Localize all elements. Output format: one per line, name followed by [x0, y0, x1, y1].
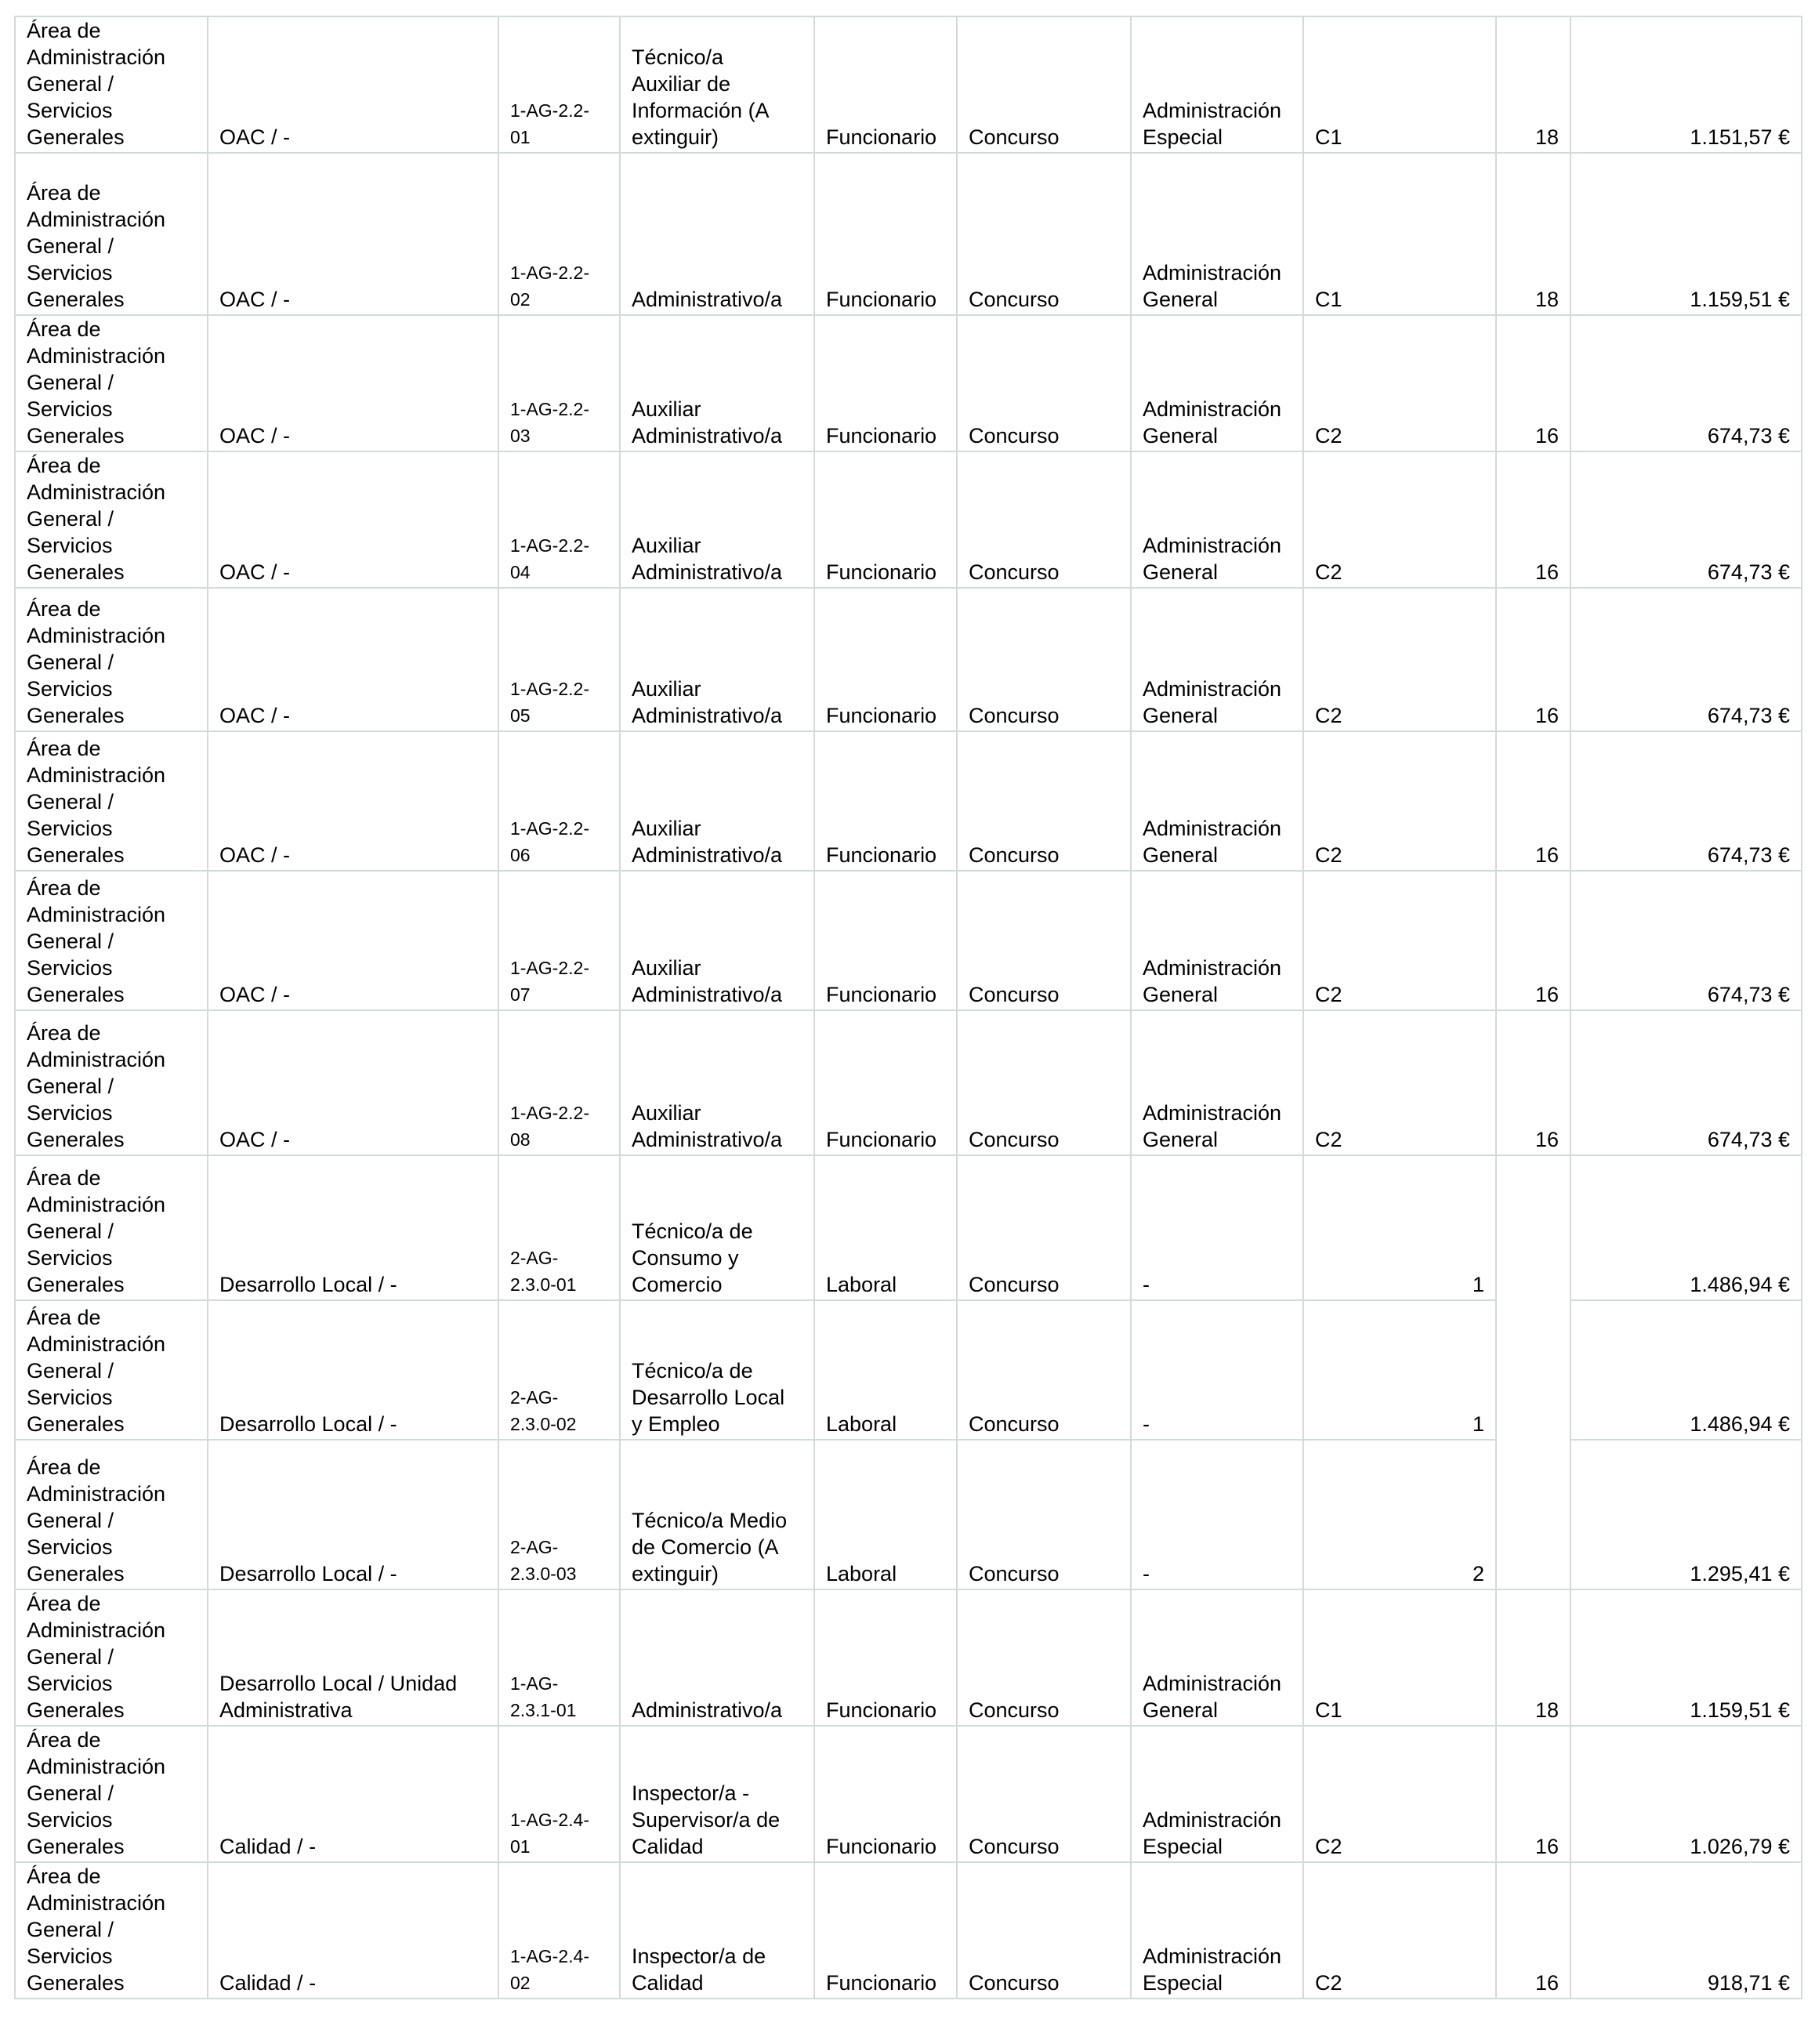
cell-amount-text: 674,73 €: [1707, 983, 1790, 1006]
cell-unit-text: Calidad / -: [219, 1835, 317, 1858]
cell-area-text: Área de Administración General / Servicios Generales: [27, 19, 166, 149]
cell-provision-text: Concurso: [969, 288, 1060, 311]
cell-area-text: Área de Administración General / Servicios Generales: [27, 317, 166, 448]
cell-area-text: Área de Administración General / Servicios Generales: [27, 737, 166, 867]
cell-code-text: 2-AG- 2.3.0-03: [510, 1537, 577, 1584]
cell-code: [498, 1862, 620, 1999]
cell-provision-text: Concurso: [969, 1698, 1060, 1722]
cell-regime-text: Funcionario: [826, 1128, 937, 1151]
cell-provision-text: Concurso: [969, 125, 1060, 149]
cell-provision-text: Concurso: [969, 704, 1060, 727]
cell-position-text: Auxiliar Administrativo/a: [632, 534, 783, 584]
cell-unit: [208, 1440, 498, 1589]
cell-amount: [1570, 871, 1802, 1010]
cell-area-text: Área de Administración General / Servicios Generales: [27, 1455, 166, 1586]
cell-unit: [208, 871, 498, 1010]
cell-scale-text: Administración General: [1143, 261, 1282, 311]
cell-group: [1303, 315, 1496, 451]
cell-level: [1496, 1726, 1570, 1862]
table-body: [15, 16, 1802, 1999]
cell-group-text: 2: [1472, 1562, 1484, 1586]
cell-scale: [1131, 1862, 1303, 1999]
cell-group-text: 1: [1472, 1412, 1484, 1436]
cell-code-text: 1-AG- 2.3.1-01: [510, 1673, 577, 1720]
cell-provision-text: Concurso: [969, 983, 1060, 1006]
cell-level-text: 16: [1534, 704, 1559, 727]
table-row: [15, 1300, 1802, 1440]
cell-scale: [1131, 1589, 1303, 1726]
cell-provision: [957, 153, 1131, 315]
cell-area: [15, 1300, 208, 1440]
cell-level: [1496, 451, 1570, 588]
cell-scale-text: Administración General: [1143, 817, 1282, 867]
cell-unit: [208, 588, 498, 731]
table-row: [15, 1862, 1802, 1999]
cell-regime: [814, 153, 957, 315]
cell-area-text: Área de Administración General / Servicios Generales: [27, 1592, 166, 1722]
cell-position-text: Inspector/a de Calidad: [632, 1944, 766, 1995]
cell-area: [15, 1010, 208, 1155]
cell-provision: [957, 1010, 1131, 1155]
cell-provision: [957, 451, 1131, 588]
cell-code-text: 1-AG-2.2- 03: [510, 399, 589, 446]
cell-unit: [208, 451, 498, 588]
cell-group-text: C2: [1315, 560, 1342, 584]
cell-unit-text: OAC / -: [219, 983, 291, 1006]
cell-level: [1496, 315, 1570, 451]
cell-code-text: 1-AG-2.2- 05: [510, 679, 589, 726]
cell-group-text: C1: [1315, 1698, 1342, 1722]
table-row: [15, 588, 1802, 731]
cell-scale-text: Administración General: [1143, 534, 1282, 584]
cell-amount: [1570, 1300, 1802, 1440]
cell-regime: [814, 1862, 957, 1999]
positions-table: [14, 16, 1802, 1999]
cell-position: [620, 1589, 814, 1726]
cell-amount-text: 1.159,51 €: [1690, 288, 1790, 311]
table-row: [15, 1010, 1802, 1155]
cell-code: [498, 153, 620, 315]
cell-position: [620, 451, 814, 588]
cell-position-text: Técnico/a de Desarrollo Local y Empleo: [632, 1359, 785, 1436]
cell-unit-text: Desarrollo Local / -: [219, 1562, 397, 1586]
cell-position-text: Técnico/a Auxiliar de Información (A extinguir): [632, 45, 770, 149]
cell-code-text: 1-AG-2.2- 07: [510, 958, 589, 1005]
cell-code: [498, 451, 620, 588]
table-row: [15, 871, 1802, 1010]
cell-position-text: Inspector/a - Supervisor/a de Calidad: [632, 1781, 781, 1858]
table-row: [15, 1155, 1802, 1300]
cell-amount: [1570, 1440, 1802, 1589]
cell-unit: [208, 1300, 498, 1440]
cell-group-text: C1: [1315, 125, 1342, 149]
cell-amount: [1570, 1726, 1802, 1862]
cell-unit-text: OAC / -: [219, 125, 291, 149]
cell-regime-text: Funcionario: [826, 1835, 937, 1858]
cell-code: [498, 731, 620, 871]
cell-scale: [1131, 16, 1303, 153]
cell-level-text: 16: [1534, 843, 1559, 867]
cell-area-text: Área de Administración General / Servicios Generales: [27, 1021, 166, 1151]
cell-unit: [208, 1010, 498, 1155]
cell-provision-text: Concurso: [969, 1971, 1060, 1995]
cell-group-text: C2: [1315, 1835, 1342, 1858]
cell-amount-text: 1.486,94 €: [1690, 1412, 1790, 1436]
cell-area: [15, 871, 208, 1010]
cell-area: [15, 1440, 208, 1589]
table-row: [15, 1726, 1802, 1862]
cell-scale-text: Administración General: [1143, 677, 1282, 727]
cell-amount: [1570, 451, 1802, 588]
cell-group-text: C2: [1315, 424, 1342, 448]
cell-regime-text: Funcionario: [826, 288, 937, 311]
cell-area-text: Área de Administración General / Servicios Generales: [27, 454, 166, 584]
cell-code: [498, 315, 620, 451]
cell-level: [1496, 1155, 1570, 1300]
cell-provision-text: Concurso: [969, 1412, 1060, 1436]
cell-provision: [957, 1726, 1131, 1862]
table-row: [15, 153, 1802, 315]
cell-provision: [957, 871, 1131, 1010]
cell-area: [15, 588, 208, 731]
cell-level: [1496, 1862, 1570, 1999]
cell-position: [620, 871, 814, 1010]
cell-amount: [1570, 315, 1802, 451]
cell-amount-text: 674,73 €: [1707, 1128, 1790, 1151]
cell-group: [1303, 153, 1496, 315]
cell-position-text: Auxiliar Administrativo/a: [632, 397, 783, 448]
cell-regime: [814, 1589, 957, 1726]
cell-regime: [814, 315, 957, 451]
cell-amount-text: 1.151,57 €: [1690, 125, 1790, 149]
cell-unit: [208, 1726, 498, 1862]
cell-regime-text: Funcionario: [826, 560, 937, 584]
cell-position-text: Auxiliar Administrativo/a: [632, 1101, 783, 1151]
cell-unit-text: Desarrollo Local / -: [219, 1412, 397, 1436]
cell-amount-text: 1.159,51 €: [1690, 1698, 1790, 1722]
table-row: [15, 451, 1802, 588]
cell-level: [1496, 153, 1570, 315]
cell-provision-text: Concurso: [969, 843, 1060, 867]
cell-scale: [1131, 731, 1303, 871]
cell-amount: [1570, 1589, 1802, 1726]
cell-scale-text: Administración Especial: [1143, 99, 1282, 149]
cell-scale-text: Administración General: [1143, 1672, 1282, 1722]
cell-regime: [814, 451, 957, 588]
cell-group: [1303, 1010, 1496, 1155]
cell-area-text: Área de Administración General / Servicios Generales: [27, 181, 166, 311]
cell-code: [498, 1726, 620, 1862]
table-row: [15, 731, 1802, 871]
cell-position-text: Administrativo/a: [632, 288, 783, 311]
cell-group-text: C2: [1315, 843, 1342, 867]
cell-level-text: 16: [1534, 424, 1559, 448]
cell-code-text: 1-AG-2.4- 02: [510, 1946, 589, 1993]
cell-scale-text: Administración Especial: [1143, 1808, 1282, 1858]
cell-group: [1303, 871, 1496, 1010]
table-row: [15, 16, 1802, 153]
cell-group-text: C2: [1315, 1128, 1342, 1151]
cell-position-text: Auxiliar Administrativo/a: [632, 677, 783, 727]
cell-level: [1496, 1300, 1570, 1440]
cell-regime: [814, 588, 957, 731]
cell-scale: [1131, 315, 1303, 451]
cell-amount-text: 918,71 €: [1707, 1971, 1790, 1995]
cell-scale-text: Administración General: [1143, 1101, 1282, 1151]
cell-scale-text: Administración Especial: [1143, 1944, 1282, 1995]
cell-level-text: 16: [1534, 1835, 1559, 1858]
cell-group: [1303, 1726, 1496, 1862]
cell-group-text: C2: [1315, 983, 1342, 1006]
cell-level-text: 18: [1534, 125, 1559, 149]
cell-level: [1496, 1440, 1570, 1589]
cell-area: [15, 1589, 208, 1726]
cell-regime-text: Funcionario: [826, 125, 937, 149]
cell-level-text: 16: [1534, 1128, 1559, 1151]
cell-position: [620, 1862, 814, 1999]
cell-provision-text: Concurso: [969, 1273, 1060, 1296]
cell-regime-text: Laboral: [826, 1562, 897, 1586]
cell-amount-text: 674,73 €: [1707, 843, 1790, 867]
cell-group: [1303, 451, 1496, 588]
cell-amount: [1570, 731, 1802, 871]
cell-unit-text: Calidad / -: [219, 1971, 317, 1995]
cell-provision-text: Concurso: [969, 1128, 1060, 1151]
cell-scale-text: Administración General: [1143, 397, 1282, 448]
cell-provision: [957, 16, 1131, 153]
cell-amount: [1570, 153, 1802, 315]
cell-unit: [208, 731, 498, 871]
cell-level: [1496, 1010, 1570, 1155]
cell-position: [620, 16, 814, 153]
cell-regime-text: Laboral: [826, 1412, 897, 1436]
cell-unit-text: Desarrollo Local / Unidad Administrativa: [219, 1672, 458, 1722]
cell-group: [1303, 1440, 1496, 1589]
cell-unit-text: OAC / -: [219, 424, 291, 448]
cell-scale-text: -: [1143, 1562, 1150, 1586]
cell-unit: [208, 153, 498, 315]
cell-provision: [957, 1300, 1131, 1440]
cell-position-text: Auxiliar Administrativo/a: [632, 956, 783, 1006]
cell-amount-text: 1.295,41 €: [1690, 1562, 1790, 1586]
cell-regime-text: Funcionario: [826, 843, 937, 867]
cell-group-text: C1: [1315, 288, 1342, 311]
cell-scale-text: Administración General: [1143, 956, 1282, 1006]
cell-amount: [1570, 588, 1802, 731]
cell-position: [620, 588, 814, 731]
cell-code-text: 1-AG-2.2- 01: [510, 100, 589, 147]
cell-code-text: 1-AG-2.2- 06: [510, 818, 589, 865]
cell-amount-text: 1.486,94 €: [1690, 1273, 1790, 1296]
cell-unit-text: OAC / -: [219, 843, 291, 867]
cell-position: [620, 1440, 814, 1589]
cell-position: [620, 731, 814, 871]
cell-regime-text: Funcionario: [826, 1971, 937, 1995]
cell-position-text: Administrativo/a: [632, 1698, 783, 1722]
cell-area-text: Área de Administración General / Servicios Generales: [27, 1865, 166, 1995]
cell-unit-text: OAC / -: [219, 704, 291, 727]
cell-level: [1496, 1589, 1570, 1726]
table-row: [15, 1440, 1802, 1589]
cell-area: [15, 315, 208, 451]
cell-area: [15, 1862, 208, 1999]
cell-level-text: 16: [1534, 983, 1559, 1006]
cell-scale: [1131, 588, 1303, 731]
cell-regime: [814, 16, 957, 153]
cell-scale: [1131, 1010, 1303, 1155]
cell-level: [1496, 871, 1570, 1010]
cell-amount: [1570, 16, 1802, 153]
cell-provision: [957, 1589, 1131, 1726]
cell-regime-text: Funcionario: [826, 1698, 937, 1722]
cell-amount-text: 1.026,79 €: [1690, 1835, 1790, 1858]
cell-code-text: 2-AG- 2.3.0-02: [510, 1387, 577, 1434]
cell-amount-text: 674,73 €: [1707, 560, 1790, 584]
cell-position: [620, 1155, 814, 1300]
cell-group: [1303, 731, 1496, 871]
cell-area-text: Área de Administración General / Servicios Generales: [27, 1166, 166, 1296]
cell-provision: [957, 1155, 1131, 1300]
cell-group: [1303, 1589, 1496, 1726]
cell-area: [15, 731, 208, 871]
cell-position-text: Técnico/a de Consumo y Comercio: [632, 1220, 753, 1296]
cell-regime-text: Funcionario: [826, 424, 937, 448]
cell-unit-text: OAC / -: [219, 288, 291, 311]
cell-level: [1496, 588, 1570, 731]
cell-scale: [1131, 451, 1303, 588]
cell-regime-text: Laboral: [826, 1273, 897, 1296]
cell-regime: [814, 1300, 957, 1440]
cell-unit: [208, 16, 498, 153]
cell-level: [1496, 16, 1570, 153]
cell-unit-text: OAC / -: [219, 560, 291, 584]
table-row: [15, 315, 1802, 451]
cell-level: [1496, 731, 1570, 871]
cell-code: [498, 1155, 620, 1300]
cell-regime: [814, 1155, 957, 1300]
cell-amount: [1570, 1155, 1802, 1300]
cell-position: [620, 153, 814, 315]
cell-group: [1303, 1862, 1496, 1999]
cell-code-text: 2-AG- 2.3.0-01: [510, 1248, 577, 1295]
cell-code: [498, 871, 620, 1010]
cell-code: [498, 1440, 620, 1589]
cell-area-text: Área de Administración General / Servicios Generales: [27, 1306, 166, 1436]
cell-code: [498, 588, 620, 731]
cell-regime: [814, 1726, 957, 1862]
cell-provision: [957, 588, 1131, 731]
cell-code-text: 1-AG-2.4- 01: [510, 1810, 589, 1857]
cell-code: [498, 1589, 620, 1726]
cell-regime-text: Funcionario: [826, 983, 937, 1006]
cell-area-text: Área de Administración General / Servicios Generales: [27, 597, 166, 727]
cell-regime: [814, 731, 957, 871]
cell-scale: [1131, 1155, 1303, 1300]
cell-unit-text: Desarrollo Local / -: [219, 1273, 397, 1296]
cell-unit-text: OAC / -: [219, 1128, 291, 1151]
cell-area: [15, 1155, 208, 1300]
cell-scale: [1131, 1726, 1303, 1862]
cell-code: [498, 1010, 620, 1155]
cell-group-text: 1: [1472, 1273, 1484, 1296]
cell-group: [1303, 1300, 1496, 1440]
cell-amount: [1570, 1862, 1802, 1999]
cell-group: [1303, 1155, 1496, 1300]
cell-code: [498, 16, 620, 153]
cell-code-text: 1-AG-2.2- 02: [510, 263, 589, 310]
cell-regime: [814, 1010, 957, 1155]
cell-scale: [1131, 871, 1303, 1010]
cell-scale: [1131, 153, 1303, 315]
cell-regime: [814, 871, 957, 1010]
cell-area-text: Área de Administración General / Servicios Generales: [27, 876, 166, 1006]
cell-area: [15, 1726, 208, 1862]
cell-position: [620, 1300, 814, 1440]
cell-level-text: 16: [1534, 560, 1559, 584]
cell-group-text: C2: [1315, 1971, 1342, 1995]
cell-scale-text: -: [1143, 1412, 1150, 1436]
cell-position: [620, 1010, 814, 1155]
cell-area: [15, 16, 208, 153]
cell-amount-text: 674,73 €: [1707, 424, 1790, 448]
cell-unit: [208, 1589, 498, 1726]
cell-provision-text: Concurso: [969, 1562, 1060, 1586]
cell-group: [1303, 588, 1496, 731]
cell-amount-text: 674,73 €: [1707, 704, 1790, 727]
cell-provision: [957, 315, 1131, 451]
cell-provision-text: Concurso: [969, 1835, 1060, 1858]
cell-area: [15, 451, 208, 588]
cell-regime-text: Funcionario: [826, 704, 937, 727]
cell-position: [620, 315, 814, 451]
cell-provision-text: Concurso: [969, 560, 1060, 584]
cell-level-text: 18: [1534, 1698, 1559, 1722]
cell-provision: [957, 1440, 1131, 1589]
cell-scale: [1131, 1440, 1303, 1589]
cell-code-text: 1-AG-2.2- 04: [510, 535, 589, 582]
cell-scale-text: -: [1143, 1273, 1150, 1296]
cell-provision: [957, 731, 1131, 871]
cell-unit: [208, 315, 498, 451]
cell-group: [1303, 16, 1496, 153]
cell-amount: [1570, 1010, 1802, 1155]
cell-code: [498, 1300, 620, 1440]
cell-position-text: Técnico/a Medio de Comercio (A extinguir): [632, 1509, 788, 1586]
cell-unit: [208, 1155, 498, 1300]
cell-group-text: C2: [1315, 704, 1342, 727]
cell-provision: [957, 1862, 1131, 1999]
cell-provision-text: Concurso: [969, 424, 1060, 448]
cell-code-text: 1-AG-2.2- 08: [510, 1103, 589, 1150]
table-row: [15, 1589, 1802, 1726]
cell-position-text: Auxiliar Administrativo/a: [632, 817, 783, 867]
cell-area-text: Área de Administración General / Servicios Generales: [27, 1728, 166, 1858]
cell-level-text: 18: [1534, 288, 1559, 311]
cell-level-text: 16: [1534, 1971, 1559, 1995]
cell-regime: [814, 1440, 957, 1589]
cell-scale: [1131, 1300, 1303, 1440]
cell-unit: [208, 1862, 498, 1999]
cell-position: [620, 1726, 814, 1862]
cell-area: [15, 153, 208, 315]
